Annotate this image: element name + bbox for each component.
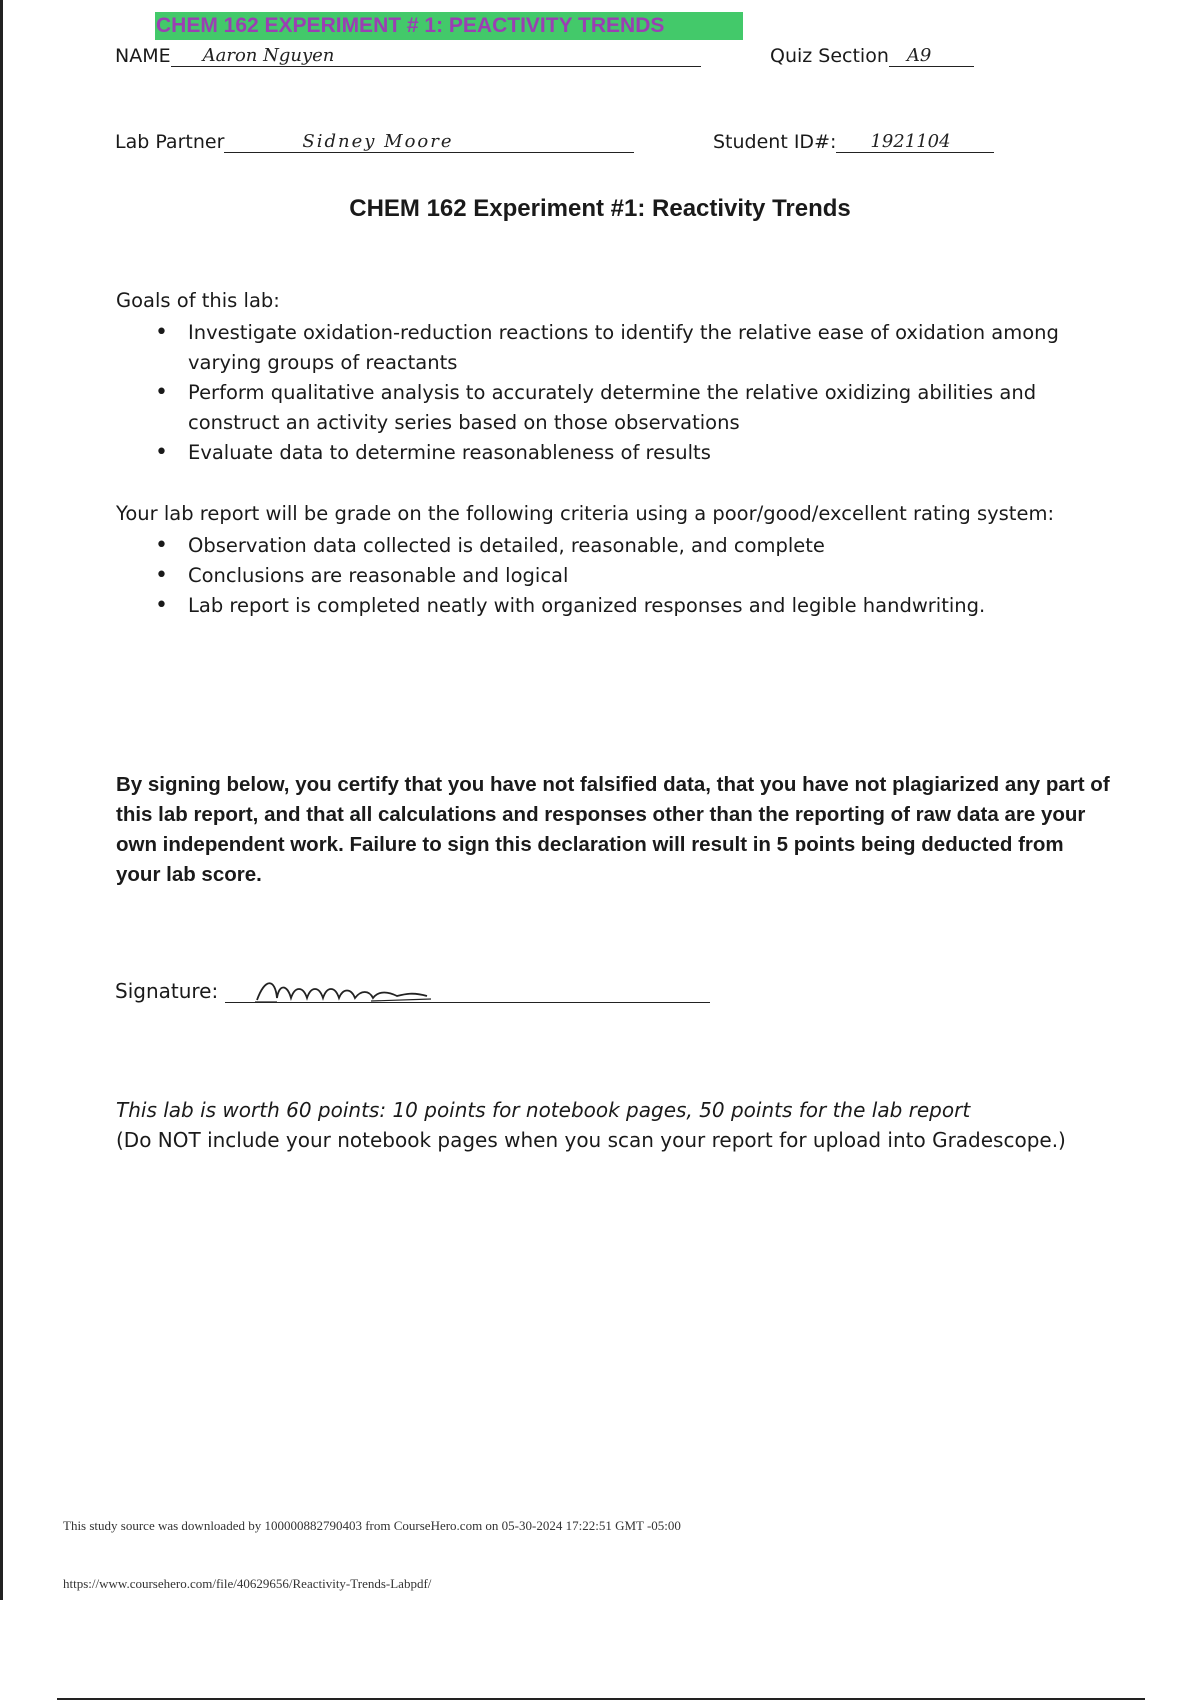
source-url[interactable]: https://www.coursehero.com/file/40629656/Reactivity-Trends-Labpdf/ [63, 1576, 432, 1591]
criteria-heading: Your lab report will be grade on the following criteria using a poor/good/excellent rating system: [116, 502, 1055, 525]
name-row [115, 44, 701, 67]
download-note: This study source was downloaded by 100000882790403 from CourseHero.com on 05-30-2024 17:22:51 GMT -05:00 [63, 1518, 681, 1533]
lab-partner-row [115, 130, 634, 153]
lab-partner-value: Sidney Moore [302, 131, 454, 152]
signature-row [115, 978, 710, 1003]
name-label: NAME [115, 45, 171, 67]
scan-note: (Do NOT include your notebook pages when you scan your report for upload into Gradescope.) [116, 1128, 1066, 1152]
page-title: CHEM 162 Experiment #1: Reactivity Trends [349, 195, 851, 222]
signature-label: Signature: [115, 979, 219, 1003]
criteria-list [116, 531, 1116, 621]
student-id-row [713, 130, 994, 153]
quiz-section-value: A9 [906, 45, 932, 66]
quiz-section-row [770, 44, 974, 67]
lab-partner-label: Lab Partner [115, 131, 225, 153]
student-id-label: Student ID#: [713, 131, 837, 153]
header-banner: CHEM 162 EXPERIMENT # 1: PEACTIVITY TRENDS [155, 12, 743, 40]
goals-heading: Goals of this lab: [116, 289, 280, 312]
student-id-value: 1921104 [870, 131, 951, 152]
list-item: • Investigate oxidation-reduction reactions to identify the relative ease of oxidation among varying groups of reactants [155, 320, 1059, 374]
list-item: • Lab report is completed neatly with organized responses and legible handwriting. [155, 593, 986, 618]
student-id-field[interactable] [836, 130, 994, 153]
goals-list [116, 318, 1096, 468]
list-item: • Evaluate data to determine reasonableness of results [155, 440, 711, 465]
list-item: • Conclusions are reasonable and logical [155, 563, 569, 588]
lab-partner-field[interactable] [224, 130, 634, 153]
signature-scribble [251, 972, 451, 1012]
quiz-section-field[interactable] [889, 44, 974, 67]
quiz-section-label: Quiz Section [770, 45, 889, 67]
name-field[interactable] [171, 44, 701, 67]
list-item: • Observation data collected is detailed, reasonable, and complete [155, 533, 825, 558]
certification-statement: By signing below, you certify that you have not falsified data, that you have not plagiarized any part of this lab report, and that all calculations and responses other than the reporting of raw data are your own independent work. Failure to sign this declaration will result in 5 points being deducted from your lab score. [116, 773, 1110, 886]
scan-left-edge [0, 0, 3, 1600]
name-value: Aaron Nguyen [202, 45, 335, 66]
list-item: • Perform qualitative analysis to accurately determine the relative oxidizing abilities and construct an activity series based on those observations [155, 380, 1037, 434]
points-note: This lab is worth 60 points: 10 points for notebook pages, 50 points for the lab report [116, 1098, 971, 1122]
